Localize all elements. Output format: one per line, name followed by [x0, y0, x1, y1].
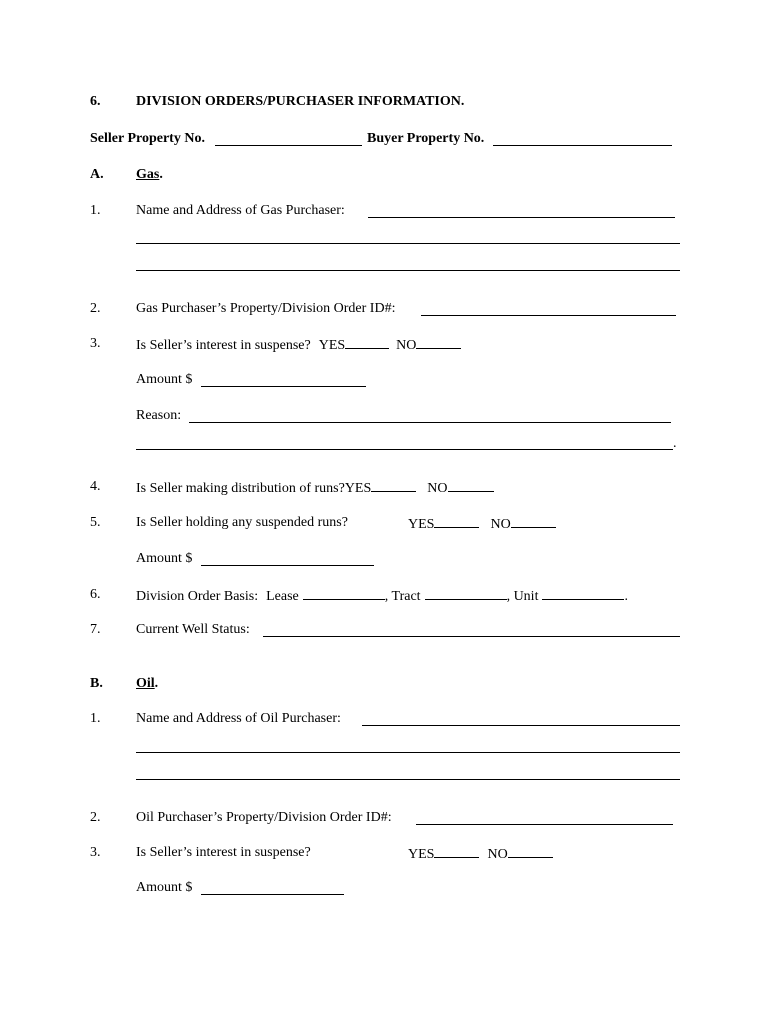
gas-q6-unit-label: , Unit — [506, 589, 539, 604]
gas-q6-number: 6. — [90, 587, 101, 602]
oil-section-period: . — [154, 676, 159, 691]
oil-purchaser-name-field[interactable] — [362, 725, 680, 726]
oil-q3-yes-label: YES — [408, 847, 435, 862]
seller-property-label: Seller Property No. — [90, 131, 205, 146]
gas-q6-row — [136, 587, 628, 605]
gas-q3-label: Is Seller’s interest in suspense? — [136, 338, 311, 353]
oil-q3-no-label: NO — [487, 847, 508, 862]
gas-q5-yes-field[interactable] — [434, 515, 479, 528]
oil-q3-number: 3. — [90, 845, 101, 860]
gas-q6-label: Division Order Basis: — [136, 589, 259, 604]
gas-q3-yes-label: YES — [318, 338, 346, 353]
section-number: 6. — [90, 94, 101, 109]
oil-amount-label: Amount $ — [136, 880, 193, 895]
gas-q5-number: 5. — [90, 515, 101, 530]
seller-property-field[interactable] — [215, 145, 362, 146]
oil-amount-field[interactable] — [201, 894, 344, 895]
gas-q2-label: Gas Purchaser’s Property/Division Order ID#: — [136, 301, 396, 316]
gas-q5-no-field[interactable] — [511, 515, 556, 528]
gas-q7-number: 7. — [90, 622, 101, 637]
gas-purchaser-name-field[interactable] — [368, 217, 675, 218]
gas-q3-yes-field[interactable] — [345, 336, 389, 349]
oil-q3-no-field[interactable] — [508, 845, 553, 858]
gas-q4-yes-label: YES — [344, 481, 372, 496]
gas-q6-unit-field[interactable] — [542, 587, 624, 600]
gas-q4-yes-field[interactable] — [371, 479, 416, 492]
gas-section-heading — [136, 167, 163, 183]
gas-q6-tract-label: , Tract — [384, 589, 421, 604]
gas-q4-row — [136, 479, 494, 497]
gas-reason-period: . — [673, 436, 677, 451]
gas-q1-number: 1. — [90, 203, 101, 218]
gas-q5-label: Is Seller holding any suspended runs? — [136, 515, 348, 530]
gas-q5-no-label: NO — [490, 517, 511, 532]
oil-q3-answers — [408, 845, 553, 863]
gas-q6-lease-label: Lease — [266, 589, 299, 604]
oil-order-id-field[interactable] — [416, 824, 673, 825]
oil-q3-yes-field[interactable] — [434, 845, 479, 858]
gas-q6-lease-field[interactable] — [303, 587, 385, 600]
oil-section-heading — [136, 676, 158, 692]
gas-q5-answers — [408, 515, 556, 533]
gas-q4-no-label: NO — [427, 481, 448, 496]
gas-reason-label: Reason: — [136, 408, 182, 423]
gas-suspended-amount-field[interactable] — [201, 565, 374, 566]
gas-section-letter: A. — [90, 167, 104, 182]
gas-q3-no-field[interactable] — [416, 336, 461, 349]
oil-q2-number: 2. — [90, 810, 101, 825]
oil-purchaser-address-line-1[interactable] — [136, 752, 680, 753]
oil-section-title: Oil — [136, 676, 155, 691]
gas-q3-row — [136, 336, 461, 354]
gas-q4-no-field[interactable] — [448, 479, 494, 492]
oil-purchaser-address-line-2[interactable] — [136, 779, 680, 780]
gas-q3-no-label: NO — [396, 338, 417, 353]
gas-q2-number: 2. — [90, 301, 101, 316]
gas-suspended-amount-label: Amount $ — [136, 551, 193, 566]
gas-well-status-field[interactable] — [263, 636, 680, 637]
gas-q4-number: 4. — [90, 479, 101, 494]
gas-section-title: Gas — [136, 167, 160, 182]
gas-amount-field[interactable] — [201, 386, 366, 387]
gas-q4-label: Is Seller making distribution of runs? — [136, 481, 345, 496]
oil-q2-label: Oil Purchaser’s Property/Division Order ID#: — [136, 810, 392, 825]
oil-q1-number: 1. — [90, 711, 101, 726]
buyer-property-field[interactable] — [493, 145, 672, 146]
gas-amount-label: Amount $ — [136, 372, 193, 387]
gas-order-id-field[interactable] — [421, 315, 676, 316]
gas-purchaser-address-line-2[interactable] — [136, 270, 680, 271]
gas-q7-label: Current Well Status: — [136, 622, 250, 637]
gas-q3-number: 3. — [90, 336, 101, 351]
gas-section-period: . — [159, 167, 163, 182]
oil-section-letter: B. — [90, 676, 103, 691]
gas-q5-yes-label: YES — [408, 517, 435, 532]
gas-q6-tract-field[interactable] — [425, 587, 507, 600]
section-title: DIVISION ORDERS/PURCHASER INFORMATION. — [136, 94, 465, 109]
gas-q6-period: . — [624, 589, 628, 604]
oil-q3-label: Is Seller’s interest in suspense? — [136, 845, 311, 860]
gas-reason-line-2[interactable] — [136, 449, 673, 450]
buyer-property-label: Buyer Property No. — [367, 131, 485, 146]
oil-q1-label: Name and Address of Oil Purchaser: — [136, 711, 341, 726]
gas-q1-label: Name and Address of Gas Purchaser: — [136, 203, 345, 218]
gas-reason-field[interactable] — [189, 422, 671, 423]
gas-purchaser-address-line-1[interactable] — [136, 243, 680, 244]
